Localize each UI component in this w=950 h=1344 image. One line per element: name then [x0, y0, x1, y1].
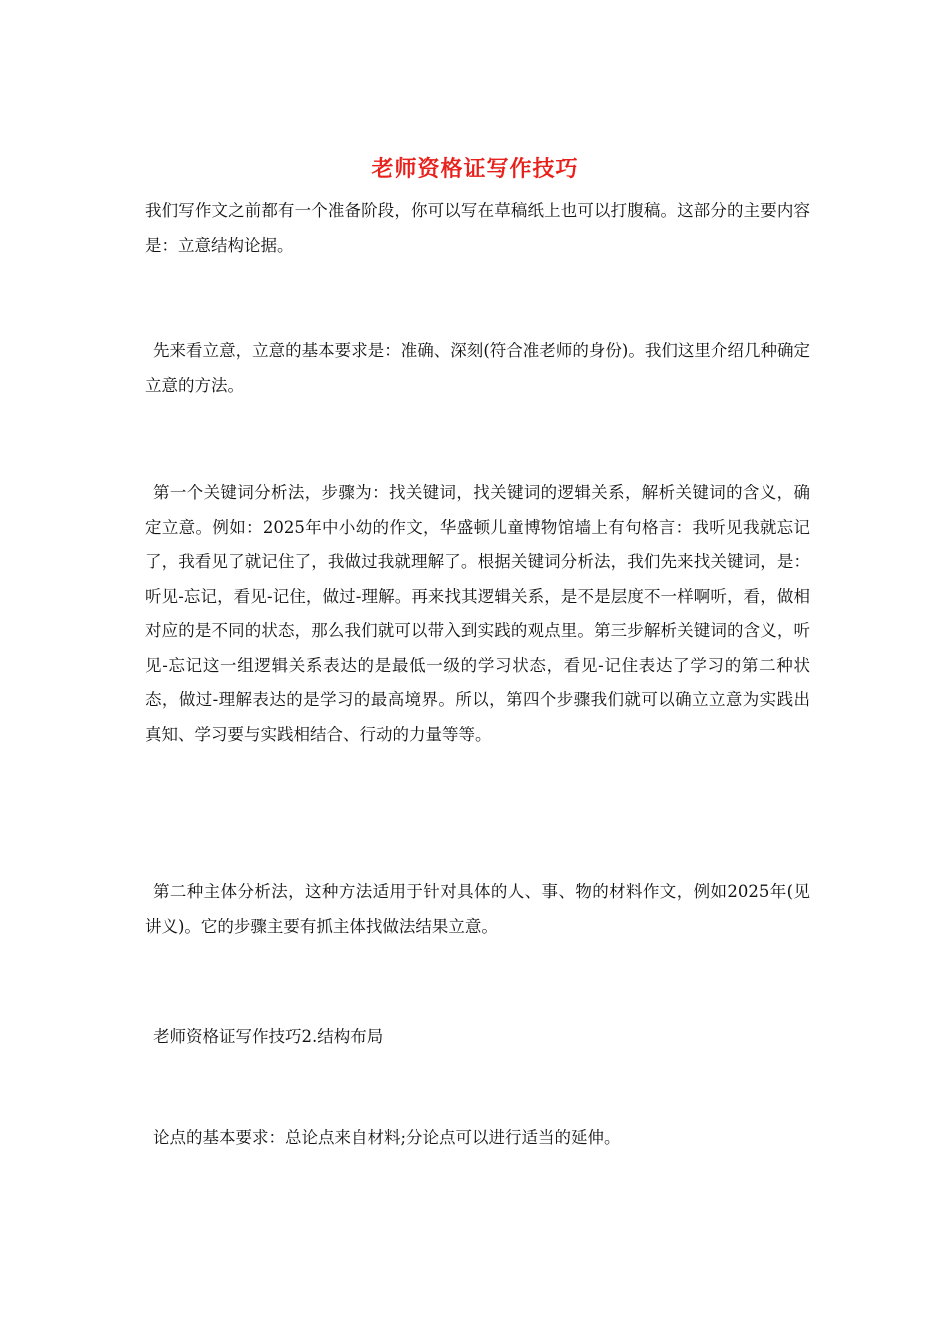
paragraph-argument-requirements: 论点的基本要求：总论点来自材料;分论点可以进行适当的延伸。	[153, 1128, 621, 1147]
paragraph-structure-heading: 老师资格证写作技巧2.结构布局	[153, 1027, 384, 1046]
paragraph-keyword-analysis: 第一个关键词分析法，步骤为：找关键词，找关键词的逻辑关系，解析关键词的含义，确定立意。例如：2025年中小幼的作文，华盛顿儿童博物馆墙上有句格言：我听见我就忘记了，我看见了就记住了，我做过我就理解了。根据关键词分析法，我们先来找关键词，是：听见-忘记，看见-记住，做过-理解。再来找其逻辑关系，是不是层度不一样啊听，看，做相对应的是不同的状态，那么我们就可以带入到实践的观点里。第三步解析关键词的含义，听见-忘记这一组逻辑关系表达的是最低一级的学习状态，看见-记住表达了学习的第二种状态，做过-理解表达的是学习的最高境界。所以，第四个步骤我们就可以确立立意为实践出真知、学习要与实践相结合、行动的力量等等。	[145, 483, 810, 744]
paragraph-intro: 我们写作文之前都有一个准备阶段，你可以写在草稿纸上也可以打腹稿。这部分的主要内容是：立意结构论据。	[145, 201, 810, 255]
document-title: 老师资格证写作技巧	[371, 156, 579, 182]
paragraph-subject-analysis: 第二种主体分析法，这种方法适用于针对具体的人、事、物的材料作文，例如2025年(见讲义)。它的步骤主要有抓主体找做法结果立意。	[145, 882, 810, 936]
paragraph-theme-requirements: 先来看立意，立意的基本要求是：准确、深刻(符合准老师的身份)。我们这里介绍几种确定立意的方法。	[145, 341, 810, 395]
